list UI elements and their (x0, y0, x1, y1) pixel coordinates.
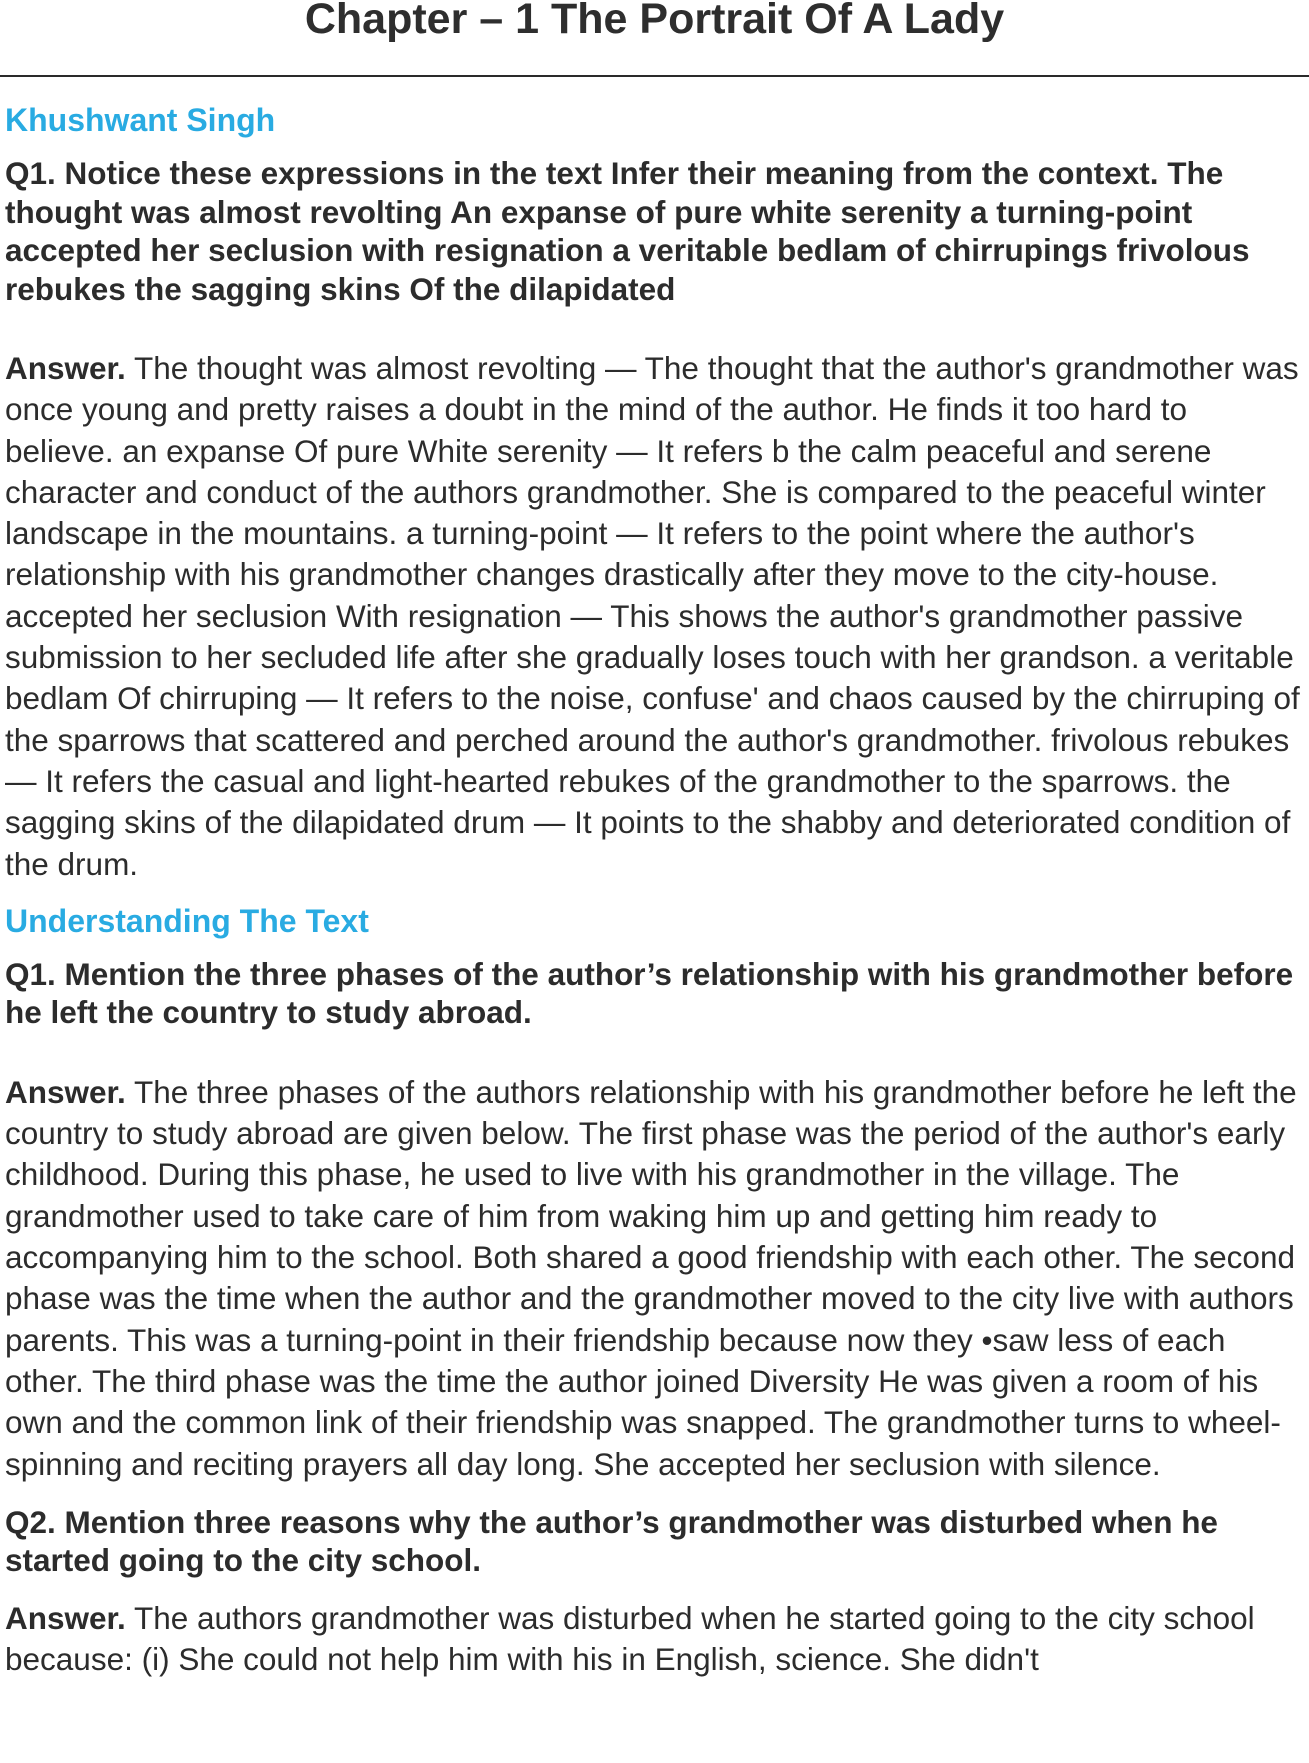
vocab-question: Q1. Notice these expressions in the text Infer their meaning from the context. The thought was almost revolting An expanse of pure white serenity a turning-point accepted her seclusion with resignation a veritable bedlam of chirrupings frivolous rebukes the sagging skins Of the dilapidated (5, 155, 1250, 307)
page-title: Chapter – 1 The Portrait Of A Lady (304, 0, 1005, 43)
answer-label: Answer. (5, 1073, 126, 1110)
author-heading: Khushwant Singh (5, 102, 276, 138)
q2-answer (5, 1598, 1301, 1681)
answer-label: Answer. (5, 350, 126, 386)
q1-answer (5, 1072, 1301, 1485)
vocab-answer (5, 348, 1301, 885)
answer-label: Answer. (5, 1599, 126, 1636)
answer-text: The three phases of the authors relationship with his grandmother before he left the country to study abroad are given below. The first phase was the period of the author's early childhood. During this phase, he used to live with his grandmother in the village. The grandmother used to take care of him from waking him up and getting him ready to accompanying him to the school. Both shared a good friendship with each other. The second phase was the time when the author and the grandmother moved to the city live with authors parents. This was a turning-point in their friendship because now they •saw less of each other. The third phase was the time the author joined Diversity He was given a room of his own and the common link of their friendship was snapped. The grandmother turns to wheel-spinning and reciting prayers all day long. She accepted her seclusion with silence. (5, 1073, 1297, 1482)
q2-question: Q2. Mention three reasons why the author’s grandmother was disturbed when he started going to the city school. (5, 1503, 1218, 1579)
title-divider (0, 75, 1309, 77)
answer-text: The authors grandmother was disturbed when he started going to the city school because: (i) She could not help him with his in English, science. She didn't (5, 1599, 1255, 1678)
answer-text: The thought was almost revolting — The thought that the author's grandmother was once young and pretty raises a doubt in the mind of the author. He finds it too hard to believe. an expanse Of pure White serenity — It refers b the calm peaceful and serene character and conduct of the authors grandmother. She is compared to the peaceful winter landscape in the mountains. a turning-point — It refers to the point where the author's relationship with his grandmother changes drastically after they move to the city-house. accepted her seclusion With resignation — This shows the author's grandmother passive submission to her secluded life after she gradually loses touch with her grandson. a veritable bedlam Of chirruping — It refers to the noise, confuse' and chaos caused by the chirruping of the sparrows that scattered and perched around the author's grandmother. frivolous rebukes — It refers the casual and light-hearted rebukes of the grandmother to the sparrows. the sagging skins of the dilapidated drum — It points to the shabby and deteriorated condition of the drum. (5, 350, 1300, 882)
q1-question: Q1. Mention the three phases of the author’s relationship with his grandmother before he left the country to study abroad. (5, 955, 1294, 1031)
understanding-heading: Understanding The Text (5, 902, 369, 939)
document-body (5, 98, 1301, 1680)
